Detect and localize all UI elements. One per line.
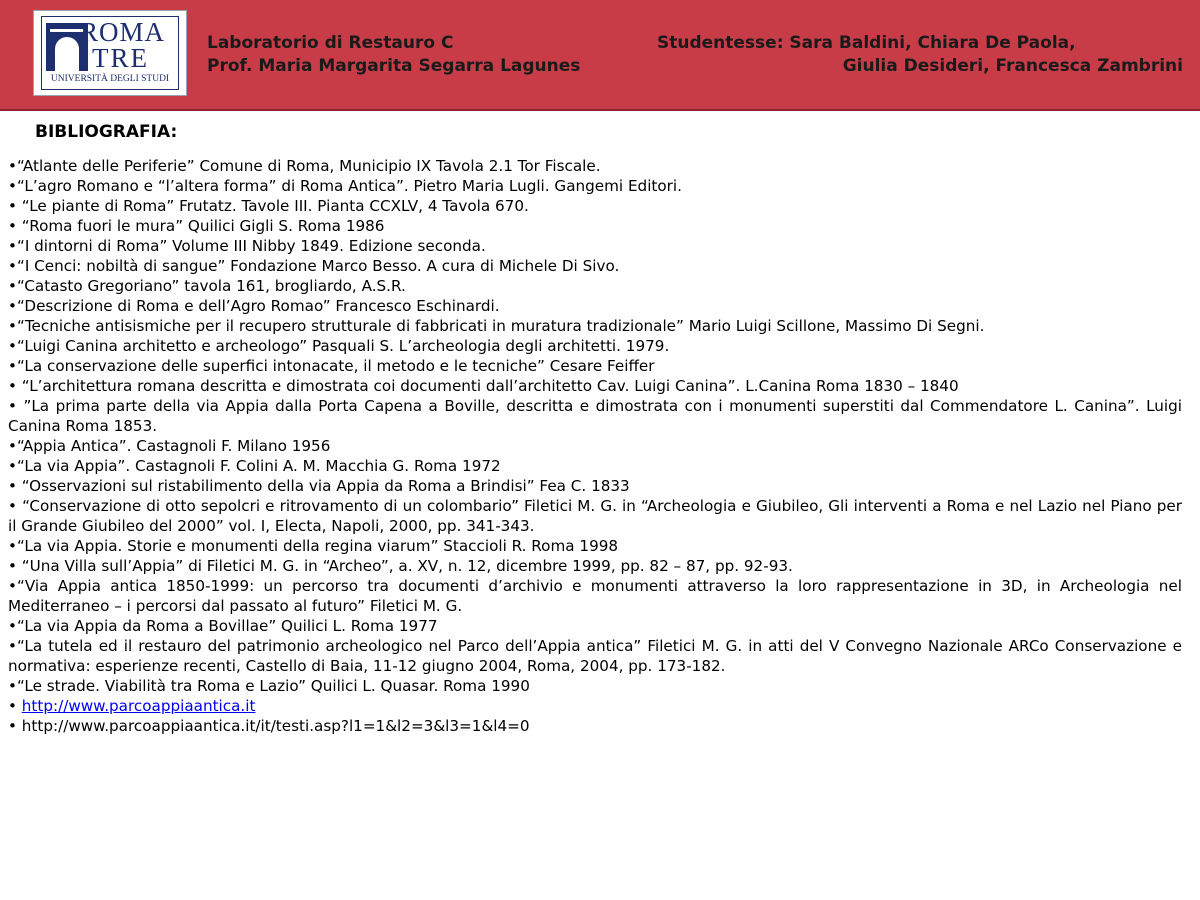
bibliography-list — [8, 156, 1182, 736]
entry-text: “La via Appia da Roma a Bovillae” Quilici L. Roma 1977 — [16, 617, 438, 635]
entry-text: ”La prima parte della via Appia dalla Porta Capena a Boville, descritta e dimostrata con i monumenti superstiti dal Commendatore L. Canina”. Luigi Canina Roma 1853. — [8, 397, 1182, 435]
bullet-marker: • — [8, 397, 17, 415]
bibliography-entry — [8, 476, 1182, 496]
bibliography-entry — [8, 436, 1182, 456]
bullet-marker: • — [8, 217, 17, 235]
entry-text: “Appia Antica”. Castagnoli F. Milano 1956 — [16, 437, 331, 455]
course-title: Laboratorio di Restauro C — [207, 33, 454, 53]
bullet-marker: • — [8, 277, 17, 295]
bullet-marker: • — [8, 677, 17, 695]
bibliography-entry — [8, 176, 1182, 196]
bullet-marker: • — [8, 697, 17, 715]
entry-text: “La via Appia”. Castagnoli F. Colini A. M. Macchia G. Roma 1972 — [16, 457, 501, 475]
bullet-marker: • — [8, 437, 17, 455]
bibliography-entry — [8, 316, 1182, 336]
bibliography-entry — [8, 396, 1182, 436]
parcoappiaantica-link[interactable]: http://www.parcoappiaantica.it — [21, 697, 256, 715]
bibliography-entry — [8, 496, 1182, 536]
entry-text: “Roma fuori le mura” Quilici Gigli S. Roma 1986 — [16, 217, 385, 235]
bibliography-entry — [8, 456, 1182, 476]
bullet-marker: • — [8, 337, 17, 355]
logo-subtitle: UNIVERSITÀ DEGLI STUDI — [50, 74, 170, 84]
entry-text: “La tutela ed il restauro del patrimonio archeologico nel Parco dell’Appia antica” Filetici M. G. in atti del V Convegno Nazionale ARCo Conservazione e normativa: esperienze recenti, Castello di Baia, 11-12 giugno 2004, Roma, 2004, pp. 173-182. — [8, 637, 1182, 675]
entry-text: “I dintorni di Roma” Volume III Nibby 1849. Edizione seconda. — [16, 237, 486, 255]
bullet-marker: • — [8, 577, 17, 595]
entry-text: “Descrizione di Roma e dell’Agro Romao” Francesco Eschinardi. — [16, 297, 500, 315]
bullet-marker: • — [8, 557, 17, 575]
bullet-marker: • — [8, 197, 17, 215]
bullet-marker: • — [8, 357, 17, 375]
bullet-marker: • — [8, 157, 17, 175]
bullet-marker: • — [8, 237, 17, 255]
bibliography-entry-url — [8, 716, 1182, 736]
bibliography-entry — [8, 256, 1182, 276]
bibliography-entry — [8, 196, 1182, 216]
bibliography-entry — [8, 276, 1182, 296]
entry-text: “Le piante di Roma” Frutatz. Tavole III. Pianta CCXLV, 4 Tavola 670. — [16, 197, 529, 215]
entry-text: “L’architettura romana descritta e dimostrata coi documenti dall’architetto Cav. Luigi Canina”. L.Canina Roma 1830 – 1840 — [16, 377, 959, 395]
entry-text: “Via Appia antica 1850-1999: un percorso tra documenti d’archivio e monumenti attraverso la loro rappresentazione in 3D, in Archeologia nel Mediterraneo – i percorsi dal passato al futuro” Filetici M. G. — [8, 577, 1182, 615]
entry-text: “Osservazioni sul ristabilimento della via Appia da Roma a Brindisi” Fea C. 1833 — [16, 477, 630, 495]
logo-tre-text: TRE — [92, 43, 149, 73]
bullet-marker: • — [8, 317, 17, 335]
bibliography-entry — [8, 676, 1182, 696]
bullet-marker: • — [8, 377, 17, 395]
bullet-marker: • — [8, 477, 17, 495]
university-logo — [33, 10, 187, 96]
entry-text: “Le strade. Viabilità tra Roma e Lazio” Quilici L. Quasar. Roma 1990 — [16, 677, 530, 695]
entry-text: “La conservazione delle superfici intonacate, il metodo e le tecniche” Cesare Feiffer — [16, 357, 655, 375]
entry-text: “Conservazione di otto sepolcri e ritrovamento di un colombario” Filetici M. G. in “Archeologia e Giubileo, Gli interventi a Roma e nel Lazio nel Piano per il Grande Giubileo del 2000” vol. I, Electa, Napoli, 2000, pp. 341-343. — [8, 497, 1182, 535]
bibliography-entry — [8, 296, 1182, 316]
bullet-marker: • — [8, 537, 17, 555]
bullet-marker: • — [8, 297, 17, 315]
bullet-marker: • — [8, 617, 17, 635]
students-line-2: Giulia Desideri, Francesca Zambrini — [842, 56, 1183, 76]
logo-frame — [41, 16, 179, 90]
bibliography-entry — [8, 616, 1182, 636]
bibliography-entry — [8, 336, 1182, 356]
bibliography-entry — [8, 236, 1182, 256]
entry-text: “Luigi Canina architetto e archeologo” Pasquali S. L’archeologia degli architetti. 1979. — [16, 337, 670, 355]
entry-text: “Tecniche antisismiche per il recupero strutturale di fabbricati in muratura tradizionale” Mario Luigi Scillone, Massimo Di Segni. — [16, 317, 985, 335]
header-banner — [0, 0, 1200, 111]
url-text: http://www.parcoappiaantica.it/it/testi.asp?l1=1&l2=3&l3=1&l4=0 — [21, 717, 530, 735]
bullet-marker: • — [8, 257, 17, 275]
entry-text: “Una Villa sull’Appia” di Filetici M. G. in “Archeo”, a. XV, n. 12, dicembre 1999, pp. 82 – 87, pp. 92-93. — [16, 557, 793, 575]
professor-name: Prof. Maria Margarita Segarra Lagunes — [207, 56, 581, 76]
page-title: BIBLIOGRAFIA: — [35, 122, 178, 142]
entry-text: “Catasto Gregoriano” tavola 161, brogliardo, A.S.R. — [16, 277, 406, 295]
bibliography-entry — [8, 636, 1182, 676]
bibliography-entry — [8, 356, 1182, 376]
bullet-marker: • — [8, 457, 17, 475]
entry-text: “Atlante delle Periferie” Comune di Roma, Municipio IX Tavola 2.1 Tor Fiscale. — [16, 157, 601, 175]
entry-text: “L’agro Romano e “l’altera forma” di Roma Antica”. Pietro Maria Lugli. Gangemi Editori. — [16, 177, 682, 195]
bullet-marker: • — [8, 717, 17, 735]
bibliography-entry — [8, 556, 1182, 576]
bullet-marker: • — [8, 497, 17, 515]
entry-text: “I Cenci: nobiltà di sangue” Fondazione Marco Besso. A cura di Michele Di Sivo. — [16, 257, 620, 275]
bullet-marker: • — [8, 177, 17, 195]
bibliography-entry-link — [8, 696, 1182, 716]
bibliography-entry — [8, 536, 1182, 556]
entry-text: “La via Appia. Storie e monumenti della regina viarum” Staccioli R. Roma 1998 — [16, 537, 619, 555]
bibliography-entry — [8, 216, 1182, 236]
bibliography-entry — [8, 156, 1182, 176]
logo-roma-text: ROMA — [80, 17, 166, 47]
students-line-1: Studentesse: Sara Baldini, Chiara De Paola, — [657, 33, 1076, 53]
bibliography-entry — [8, 376, 1182, 396]
bullet-marker: • — [8, 637, 17, 655]
bibliography-entry — [8, 576, 1182, 616]
